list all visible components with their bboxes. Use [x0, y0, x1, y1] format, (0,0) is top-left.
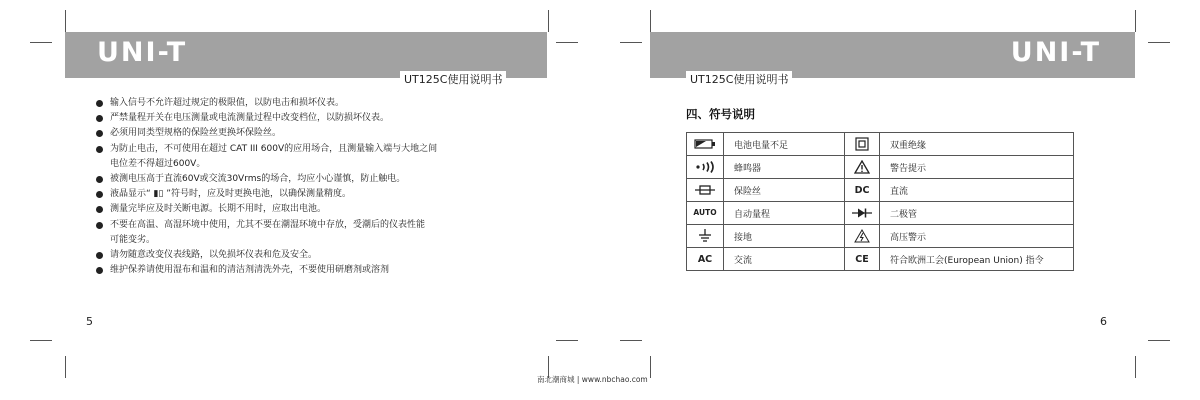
- symbol-description: 交流: [724, 248, 845, 271]
- symbol-description: 接地: [724, 225, 845, 248]
- bullet-item: [96, 263, 536, 278]
- crop-mark: [65, 10, 66, 32]
- crop-mark: [556, 42, 578, 43]
- symbol-cell: [687, 156, 724, 179]
- symbol-description: 符合欧洲工会(European Union) 指令: [880, 248, 1074, 271]
- symbol-cell: [687, 202, 724, 225]
- bullet-item: [96, 187, 536, 202]
- symbol-description: 保险丝: [724, 179, 845, 202]
- symbol-cell: [845, 133, 880, 156]
- symbol-description: 二极管: [880, 202, 1074, 225]
- bullet-text: 为防止电击，不可使用在超过 CAT III 600V的应用场合，且测量输入端与大地之间: [110, 143, 438, 154]
- symbol-text: CE: [855, 253, 869, 265]
- footer-watermark: 南北潮商城 | www.nbchao.com: [537, 375, 648, 384]
- bullet-text: 可能变劣。: [110, 234, 156, 245]
- crop-mark: [620, 340, 642, 341]
- bullet-text: 测量完毕应及时关断电源。长期不用时，应取出电池。: [110, 204, 327, 215]
- bullet-text: 不要在高温、高湿环境中使用，尤其不要在潮湿环境中存放，受潮后的仪表性能: [110, 219, 426, 230]
- crop-mark: [30, 340, 52, 341]
- manual-title: UT125C使用说明书: [686, 71, 792, 87]
- symbol-row: [687, 202, 1074, 225]
- symbols-table: [686, 132, 1074, 271]
- brand-logo: UNI-T: [997, 34, 1115, 72]
- brand-logo: UNI-T: [83, 34, 201, 72]
- crop-mark: [650, 356, 651, 378]
- symbol-description: 双重绝缘: [880, 133, 1074, 156]
- symbol-cell: [845, 202, 880, 225]
- bullet-item: [96, 142, 536, 172]
- crop-mark: [30, 42, 52, 43]
- symbol-cell: [845, 179, 880, 202]
- page-number: 6: [1100, 315, 1107, 328]
- symbol-cell: [845, 156, 880, 179]
- manual-title: UT125C使用说明书: [400, 71, 506, 87]
- bullet-item: [96, 172, 536, 187]
- diode-icon: [851, 209, 873, 219]
- bullet-item: [96, 111, 536, 126]
- bullet-text: 维护保养请使用湿布和温和的清洁剂清洗外壳，不要使用研磨剂或溶剂: [110, 265, 390, 276]
- symbol-cell: [687, 133, 724, 156]
- crop-mark: [556, 340, 578, 341]
- crop-mark: [548, 10, 549, 32]
- symbol-description: 直流: [880, 179, 1074, 202]
- ground-icon: [697, 232, 713, 242]
- bullet-item: [96, 218, 536, 248]
- symbol-description: 蜂鸣器: [724, 156, 845, 179]
- symbol-row: [687, 133, 1074, 156]
- symbol-text: AUTO: [693, 208, 717, 217]
- crop-mark: [1148, 340, 1170, 341]
- bullet-item: [96, 248, 536, 263]
- crop-mark: [1148, 42, 1170, 43]
- symbol-cell: [845, 225, 880, 248]
- bullet-text: 输入信号不允许超过规定的极限值，以防电击和损坏仪表。: [110, 98, 345, 108]
- section-title: 四、符号说明: [686, 107, 755, 121]
- high-voltage-icon: [854, 232, 870, 242]
- warning-icon: [854, 163, 870, 173]
- symbol-row: [687, 225, 1074, 248]
- symbol-cell: [845, 248, 880, 271]
- symbol-description: 高压警示: [880, 225, 1074, 248]
- symbol-row: [687, 179, 1074, 202]
- symbol-description: 电池电量不足: [724, 133, 845, 156]
- bullet-text: 请勿随意改变仪表线路，以免损坏仪表和危及安全。: [110, 250, 318, 261]
- bullet-text: 严禁量程开关在电压测量或电流测量过程中改变档位，以防损坏仪表。: [110, 113, 390, 124]
- bullet-item: [96, 126, 536, 141]
- crop-mark: [1135, 356, 1136, 378]
- battery-low-icon: [694, 139, 716, 149]
- bullet-item: [96, 96, 536, 111]
- symbol-description: 警告提示: [880, 156, 1074, 179]
- bullet-text: 必须用同类型规格的保险丝更换坏保险丝。: [110, 128, 282, 139]
- crop-mark: [650, 10, 651, 32]
- symbol-row: [687, 156, 1074, 179]
- fuse-icon: [694, 186, 716, 196]
- symbol-text: AC: [697, 253, 713, 265]
- symbol-cell: [687, 225, 724, 248]
- crop-mark: [620, 42, 642, 43]
- crop-mark: [65, 356, 66, 378]
- safety-bullet-list: [96, 96, 536, 278]
- bullet-item: [96, 202, 536, 217]
- buzzer-icon: [694, 163, 716, 173]
- bullet-text: 液晶显示“ ▮▯ ”符号时，应及时更换电池，以确保测量精度。: [110, 189, 351, 200]
- symbol-cell: [687, 179, 724, 202]
- bullet-text: 被测电压高于直流60V或交流30Vrms的场合，均应小心谨慎，防止触电。: [110, 174, 406, 185]
- symbol-row: [687, 248, 1074, 271]
- double-insulation-icon: [855, 140, 869, 150]
- crop-mark: [1135, 10, 1136, 32]
- symbol-description: 自动量程: [724, 202, 845, 225]
- page-number: 5: [86, 315, 93, 328]
- symbol-text: DC: [854, 184, 870, 196]
- symbol-cell: [687, 248, 724, 271]
- bullet-text: 电位差不得超过600V。: [110, 158, 206, 169]
